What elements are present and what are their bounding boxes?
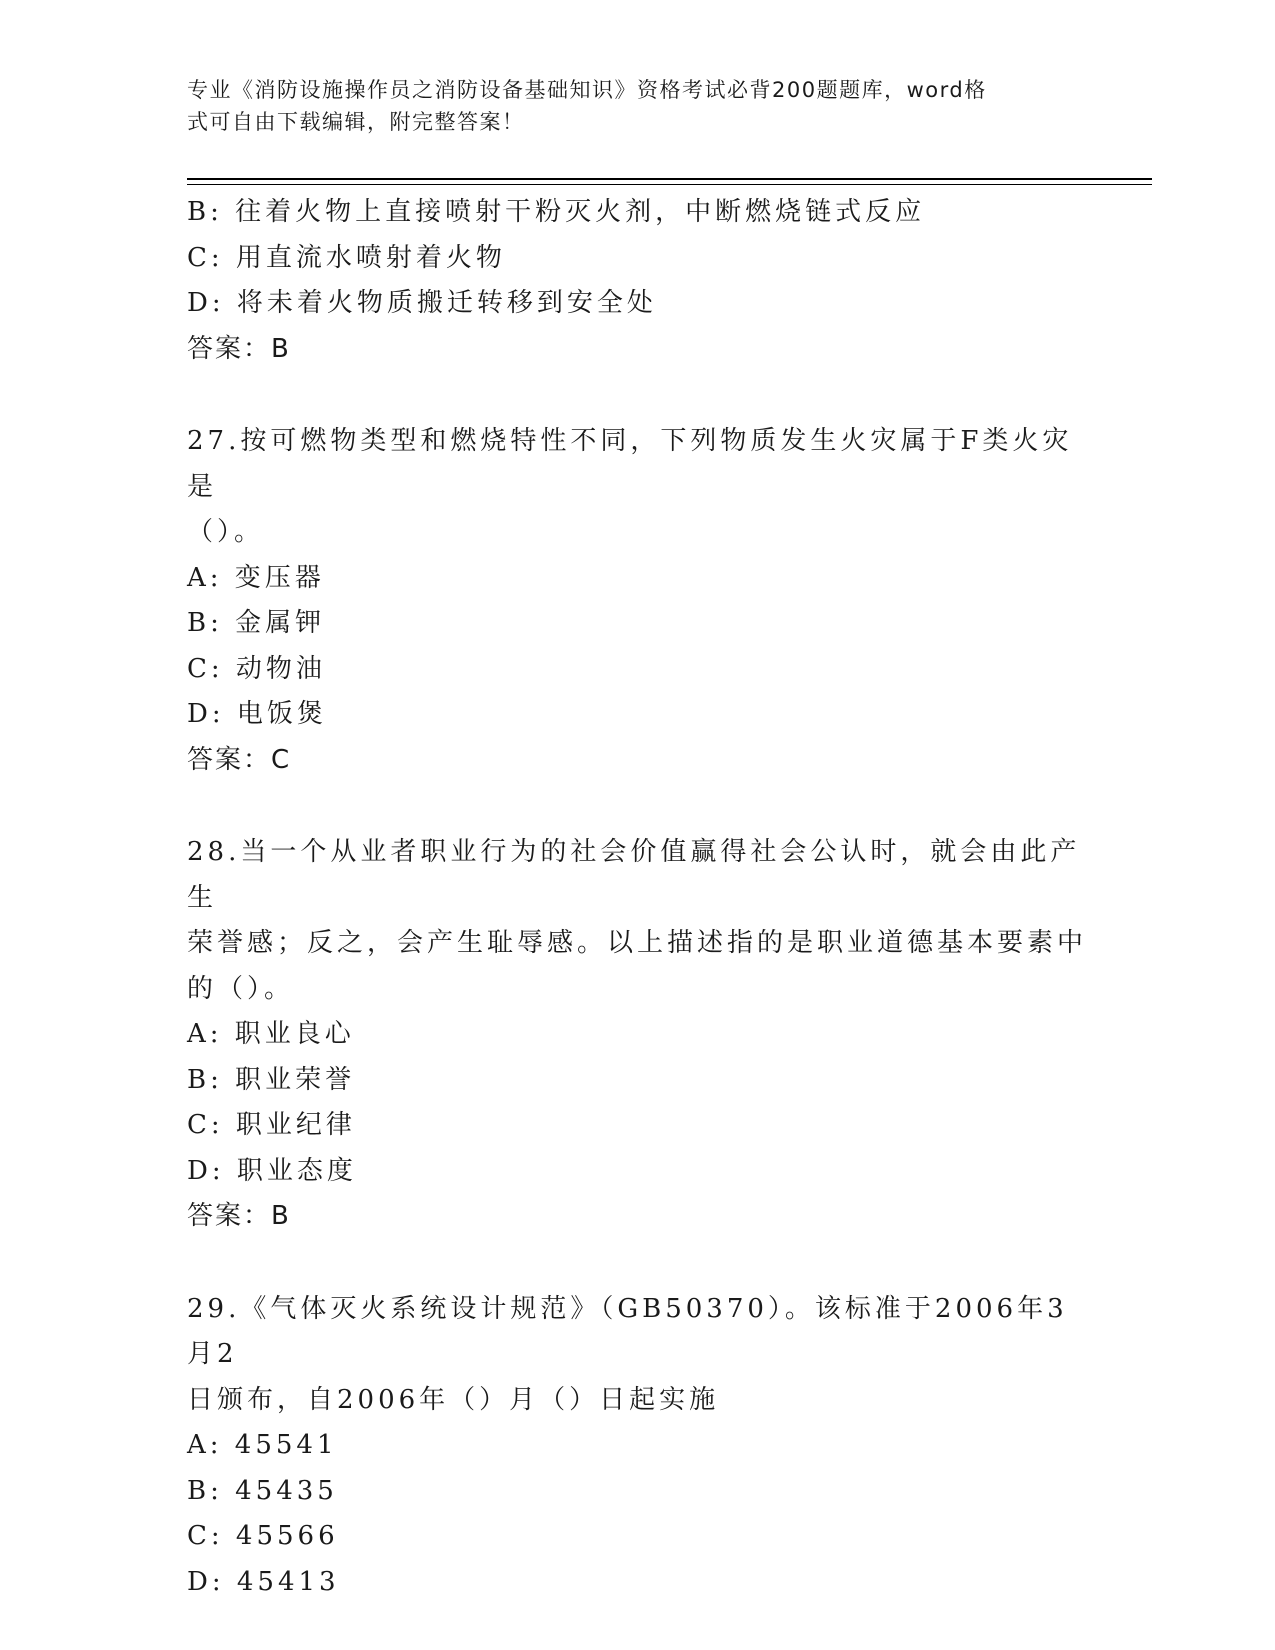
answer: 答案：B xyxy=(187,1201,291,1231)
option-d: D: 电饭煲 xyxy=(187,699,327,729)
option-c: C: 45566 xyxy=(187,1521,339,1551)
answer: 答案：C xyxy=(187,744,292,775)
question-27 xyxy=(187,419,1087,783)
option-b: B: 往着火物上直接喷射干粉灭火剂，中断燃烧链式反应 xyxy=(187,197,926,227)
option-c: C: 职业纪律 xyxy=(187,1110,356,1140)
question-list xyxy=(187,190,1087,1605)
question-26-tail xyxy=(187,190,1087,372)
question-stem-line: 荣誉感；反之，会产生耻辱感。以上描述指的是职业道德基本要素中 xyxy=(187,928,1088,958)
option-b: B: 金属钾 xyxy=(187,608,326,638)
question-stem-line: 的（）。 xyxy=(187,973,295,1004)
option-d: D: 将未着火物质搬迁转移到安全处 xyxy=(187,288,657,318)
header-line-2: 式可自由下载编辑，附完整答案！ xyxy=(187,110,525,134)
option-d: D: 职业态度 xyxy=(187,1155,357,1186)
question-28 xyxy=(187,830,1087,1240)
answer: 答案：B xyxy=(187,333,291,364)
option-a: A: 45541 xyxy=(187,1430,338,1460)
option-c: C: 动物油 xyxy=(187,653,326,684)
question-29 xyxy=(187,1287,1087,1606)
header-rule-thin xyxy=(187,184,1152,185)
option-c: C: 用直流水喷射着火物 xyxy=(187,242,506,273)
option-a: A: 职业良心 xyxy=(187,1019,355,1049)
option-b: B: 职业荣誉 xyxy=(187,1064,356,1095)
question-stem-line: （）。 xyxy=(187,517,265,547)
document-header xyxy=(187,74,1067,138)
question-stem-line: 29.《气体灭火系统设计规范》（GB50370）。该标准于2006年3月2 xyxy=(187,1293,1068,1369)
option-a: A: 变压器 xyxy=(187,562,325,593)
question-stem-line: 日颁布，自2006年（）月（）日起实施 xyxy=(187,1384,720,1415)
question-stem-line: 28.当一个从业者职业行为的社会价值赢得社会公认时，就会由此产生 xyxy=(187,837,1081,913)
header-line-1: 专业《消防设施操作员之消防设备基础知识》资格考试必背200题题库，word格 xyxy=(187,78,987,102)
question-stem-line: 27.按可燃物类型和燃烧特性不同，下列物质发生火灾属于F类火灾是 xyxy=(187,426,1073,502)
header-rule-thick xyxy=(187,178,1152,180)
option-d: D: 45413 xyxy=(187,1566,340,1597)
option-b: B: 45435 xyxy=(187,1475,338,1506)
